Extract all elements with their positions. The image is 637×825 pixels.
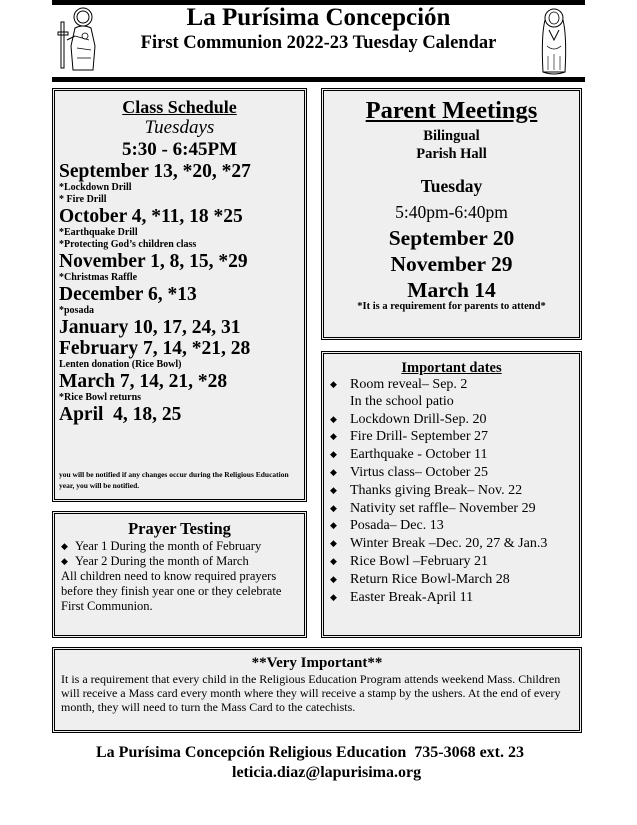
prayer-testing-list (61, 539, 301, 569)
meeting-date: March 14 (407, 278, 496, 302)
important-dates-title: Important dates (401, 360, 502, 376)
important-date-item: ◆ Nativity set raffle– November 29 (330, 500, 536, 516)
schedule-note: *Lockdown Drill (59, 182, 132, 193)
list-item: ◆ Year 1 During the month of February (61, 539, 262, 553)
schedule-note: *Christmas Raffle (59, 272, 138, 283)
important-date-item: ◆ Easter Break-April 11 (330, 589, 474, 605)
footer-email: leticia.diaz@lapurisima.org (232, 764, 422, 781)
important-date-item: ◆ Virtus class– October 25 (330, 464, 488, 480)
schedule-dates: February 7, 14, *21, 28 (59, 338, 251, 359)
diamond-bullet-icon: ◆ (330, 591, 337, 602)
class-schedule-time: 5:30 - 6:45PM (121, 139, 238, 160)
header-rule (52, 77, 585, 82)
class-schedule-footer: you will be notified if any changes occur during the Religious Education year, you will be notified. (59, 470, 289, 490)
important-date-item: ◆ Posada– Dec. 13 (330, 518, 444, 534)
very-important-body: It is a requirement that every child in the Religious Education Program attends weekend Mass. Children will receive a Mass card every month where they will receive a stamp by the ushers. At the end of every month, they will need to turn the Mass Card to the catechists. (61, 672, 561, 715)
prayer-testing-title: Prayer Testing (128, 519, 231, 538)
parent-meetings-title: Parent Meetings (365, 97, 538, 124)
parent-meetings-box (321, 88, 582, 340)
schedule-note: *Rice Bowl returns (59, 392, 142, 403)
diamond-bullet-icon: ◆ (330, 449, 337, 460)
prayer-testing-box (52, 511, 307, 638)
important-date-item: ◆ Thanks giving Break– Nov. 22 (330, 482, 523, 498)
diamond-bullet-icon: ◆ (330, 520, 337, 531)
very-important-title: **Very Important** (251, 655, 383, 671)
diamond-bullet-icon: ◆ (61, 541, 68, 551)
diamond-bullet-icon: ◆ (330, 413, 337, 424)
diamond-bullet-icon: ◆ (330, 502, 337, 513)
meeting-date: September 20 (388, 226, 515, 250)
footer-contact: La Purísima Concepción Religious Education 735-3068 ext. 23 (96, 744, 525, 761)
class-schedule-list (59, 161, 304, 425)
schedule-dates: November 1, 8, 15, *29 (59, 251, 248, 272)
important-dates-list (330, 376, 580, 606)
important-date-item: ◆ Fire Drill- September 27 (330, 429, 489, 445)
class-schedule-box (52, 88, 307, 502)
schedule-dates: September 13, *20, *27 (59, 161, 251, 182)
schedule-note: *Protecting God’s children class (59, 239, 197, 250)
schedule-dates: April 4, 18, 25 (59, 404, 182, 425)
parent-meetings-language: Bilingual (423, 128, 480, 144)
prayer-testing-body: All children need to know required prayers before they finish year one or they celebrate First Communion. (61, 569, 282, 613)
diamond-bullet-icon: ◆ (330, 538, 337, 549)
list-item: ◆ Year 2 During the month of March (61, 554, 249, 568)
important-date-item: In the school patio (350, 393, 454, 409)
schedule-note: *posada (59, 305, 95, 316)
schedule-note: *Earthquake Drill (59, 227, 138, 238)
page-subtitle: First Communion 2022-23 Tuesday Calendar (140, 33, 497, 53)
important-date-item: ◆ Lockdown Drill-Sep. 20 (330, 411, 487, 427)
important-date-item: ◆ Earthquake - October 11 (330, 447, 488, 463)
important-date-item: ◆ Room reveal– Sep. 2 (330, 377, 468, 392)
schedule-note: Lenten donation (Rice Bowl) (59, 359, 182, 370)
important-date-item: ◆ Winter Break –Dec. 20, 27 & Jan.3 (330, 536, 548, 552)
schedule-note: * Fire Drill (59, 194, 107, 205)
diamond-bullet-icon: ◆ (330, 555, 337, 566)
class-schedule-title: Class Schedule (122, 97, 237, 117)
diamond-bullet-icon: ◆ (330, 466, 337, 477)
diamond-bullet-icon: ◆ (61, 556, 68, 566)
schedule-dates: October 4, *11, 18 *25 (59, 206, 243, 227)
important-date-item: ◆ Return Rice Bowl-March 28 (330, 571, 510, 587)
important-dates-box (321, 351, 582, 638)
diamond-bullet-icon: ◆ (330, 484, 337, 495)
parent-meetings-day: Tuesday (420, 176, 483, 196)
schedule-dates: December 6, *13 (59, 284, 197, 305)
parent-meetings-location: Parish Hall (416, 146, 487, 162)
diamond-bullet-icon: ◆ (330, 431, 337, 442)
parent-meetings-time: 5:40pm-6:40pm (395, 202, 508, 222)
meeting-date: November 29 (390, 252, 513, 276)
parent-meetings-note: *It is a requirement for parents to attend* (357, 301, 546, 312)
diamond-bullet-icon: ◆ (330, 379, 337, 389)
schedule-dates: March 7, 14, 21, *28 (59, 371, 228, 392)
very-important-box (52, 647, 582, 733)
page-title: La Purísima Concepción (186, 4, 451, 31)
diamond-bullet-icon: ◆ (330, 573, 337, 584)
important-date-item: ◆ Rice Bowl –February 21 (330, 553, 489, 569)
class-schedule-day: Tuesdays (144, 117, 215, 138)
schedule-dates: January 10, 17, 24, 31 (59, 317, 241, 338)
